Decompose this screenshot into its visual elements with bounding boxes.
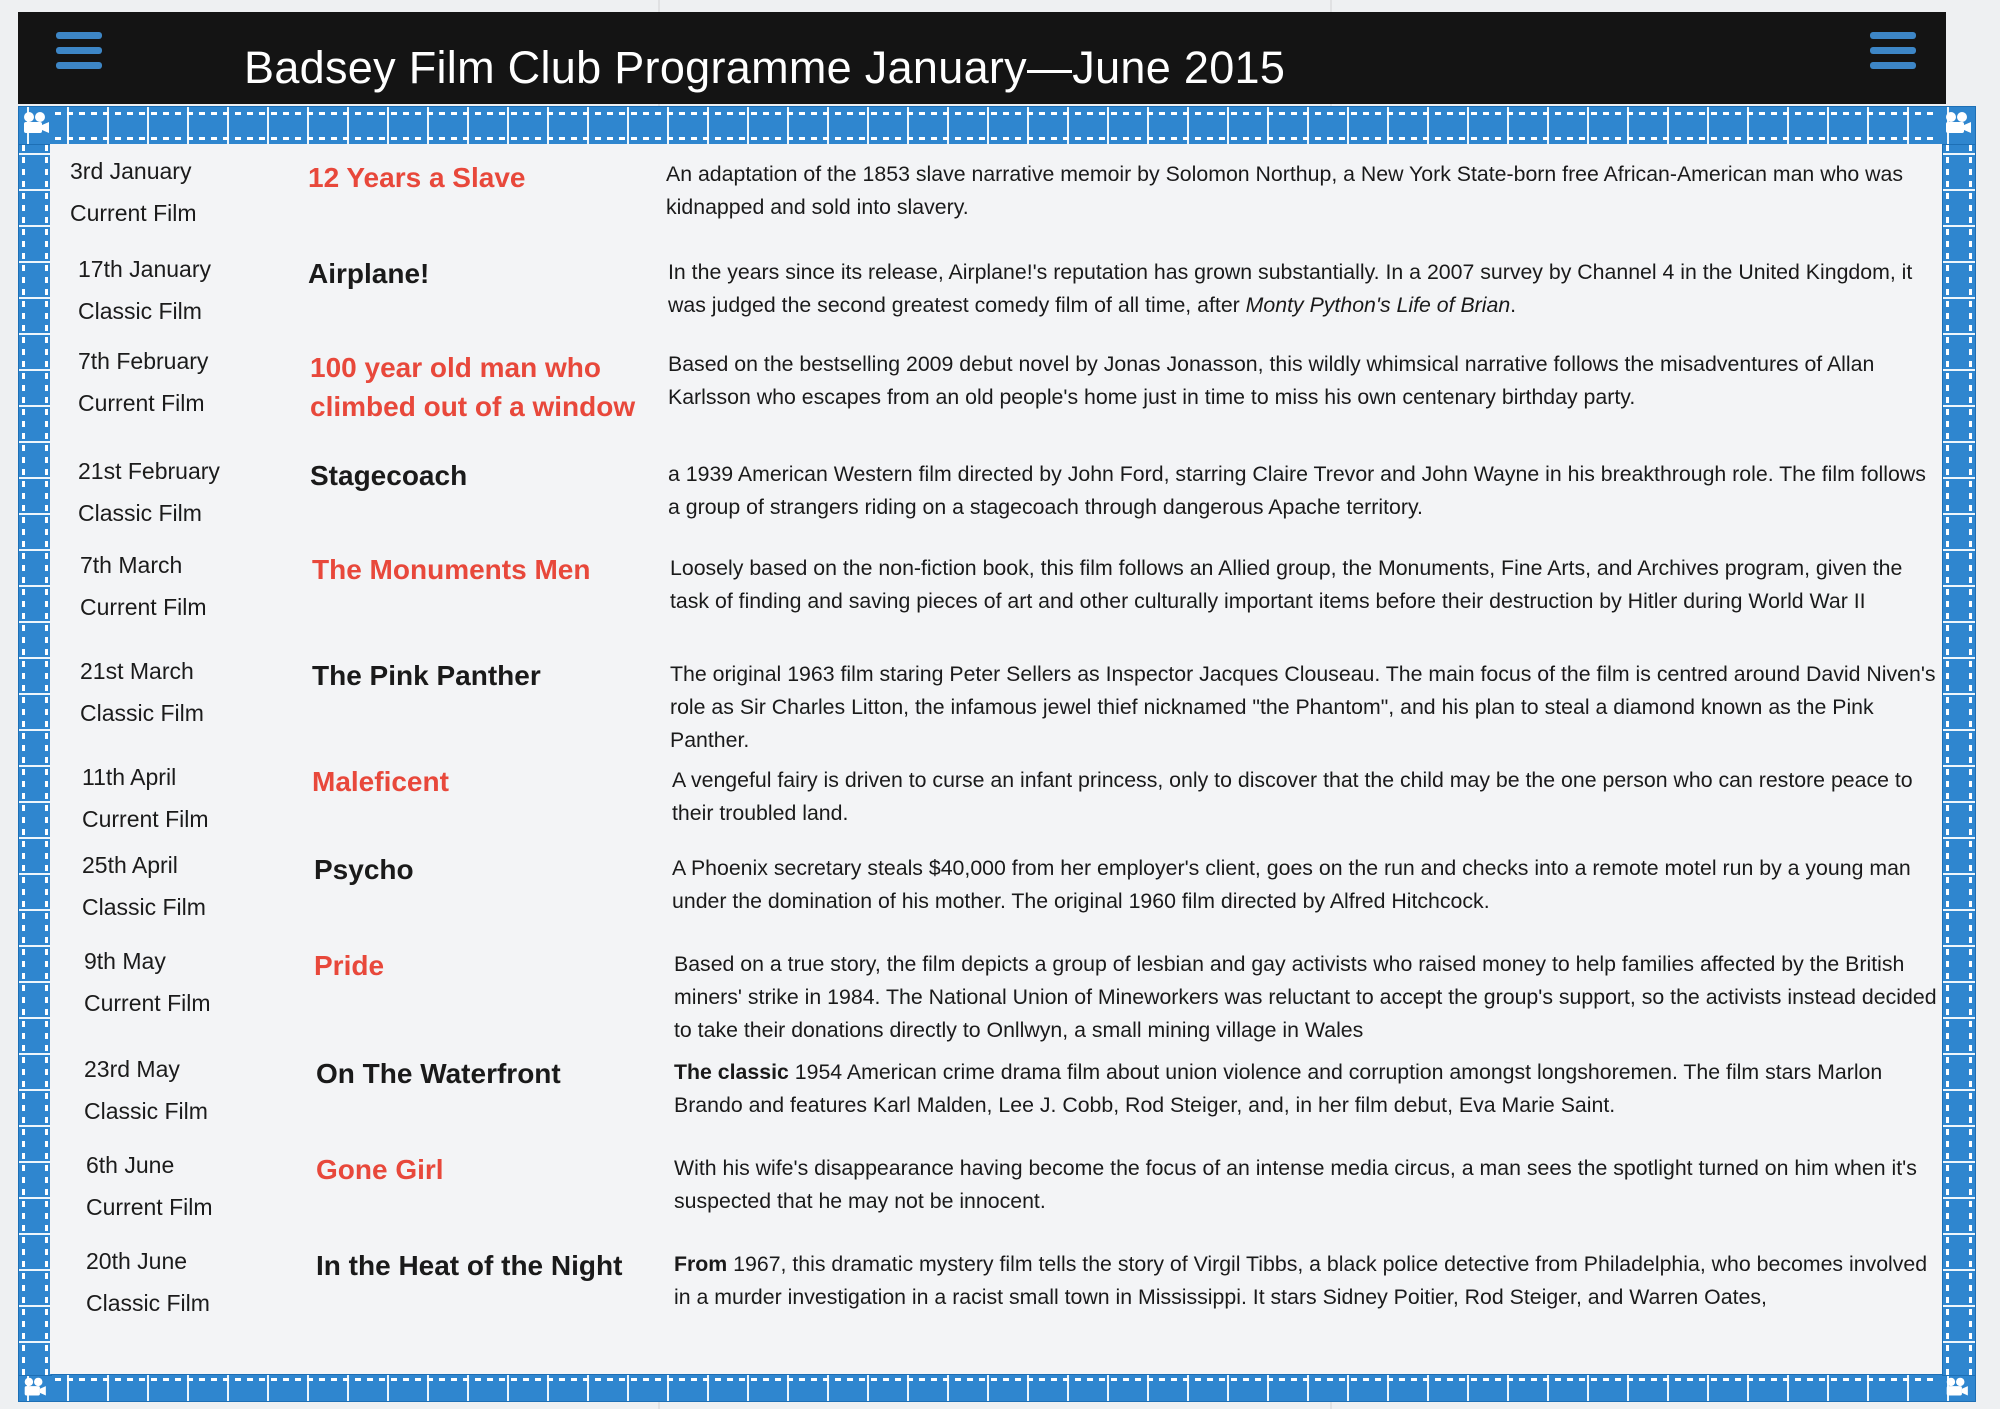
film-strip-right (1942, 144, 1976, 1376)
film-description: A Phoenix secretary steals $40,000 from her employer's client, goes on the run and checks into a remote motel run by a young man under the domination of his mother. The original 1960 film directed by Alfred Hitchcock. (672, 856, 1911, 913)
film-description: Loosely based on the non-fiction book, this film follows an Allied group, the Monuments, Fine Arts, and Archives program, given the task of finding and saving pieces of art and other culturally important items before their destruction by Hitler during World War II (670, 556, 1903, 613)
film-title: The Pink Panther (312, 660, 541, 691)
film-title: Psycho (314, 854, 414, 885)
film-description: The classic 1954 American crime drama film about union violence and corruption amongst longshoremen. The film stars Marlon Brando and features Karl Malden, Lee J. Cobb, Rod Steiger, and, in her film debut, Eva Marie Saint. (674, 1060, 1883, 1117)
film-kind: Current Film (70, 200, 197, 226)
menu-icon (1870, 32, 1916, 76)
film-title: Maleficent (312, 766, 449, 797)
film-description: A vengeful fairy is driven to curse an infant princess, only to discover that the child may be the one person who can restore peace to their troubled land. (672, 768, 1913, 825)
film-kind: Current Film (86, 1194, 213, 1220)
film-kind: Classic Film (78, 298, 202, 324)
film-kind: Current Film (84, 990, 211, 1016)
film-description: With his wife's disappearance having become the focus of an intense media circus, a man sees the spotlight turned on him when it's suspected that he may not be innocent. (674, 1156, 1917, 1213)
film-date: 7th March (80, 552, 183, 578)
film-title-line: 100 year old man who (310, 352, 601, 383)
film-title: 12 Years a Slave (308, 162, 526, 193)
film-date: 21st March (80, 658, 194, 684)
film-date: 3rd January (70, 158, 192, 184)
film-description: In the years since its release, Airplane!'s reputation has grown substantially. In a 2007 survey by Channel 4 in the United Kingdom, it was judged the second greatest comedy film of all time, after Monty Python's Life of Brian. (668, 260, 1913, 317)
film-description: The original 1963 film staring Peter Sellers as Inspector Jacques Clouseau. The main focus of the film is centred around David Niven's role as Sir Charles Litton, the infamous jewel thief nicknamed "the Phantom", and his plan to steal a diamond known as the Pink Panther. (670, 662, 1936, 752)
film-kind: Classic Film (78, 500, 202, 526)
header-bar (18, 12, 1946, 104)
film-description: Based on the bestselling 2009 debut novel by Jonas Jonasson, this wildly whimsical narrative follows the misadventures of Allan Karlsson who escapes from an old people's home just in time to miss his own centenary birthday party. (668, 352, 1875, 409)
film-title: Stagecoach (310, 460, 468, 491)
film-date: 11th April (82, 764, 177, 790)
programme-table (50, 144, 1942, 1374)
film-strip-top (18, 106, 1976, 146)
film-camera-icon (20, 110, 50, 136)
film-date: 17th January (78, 256, 211, 282)
film-title: The Monuments Men (312, 554, 591, 585)
film-strip-left (18, 144, 52, 1376)
film-date: 25th April (82, 852, 178, 878)
film-kind: Classic Film (84, 1098, 208, 1124)
film-title: In the Heat of the Night (316, 1250, 623, 1281)
film-date: 23rd May (84, 1056, 180, 1082)
film-date: 6th June (86, 1152, 175, 1178)
film-title: Pride (314, 950, 385, 981)
film-kind: Current Film (82, 806, 209, 832)
film-kind: Classic Film (86, 1290, 210, 1316)
film-title (310, 348, 635, 426)
film-kind: Classic Film (82, 894, 206, 920)
film-description: Based on a true story, the film depicts a group of lesbian and gay activists who raised money to help families affected by the British miners' strike in 1984. The National Union of Mineworkers was reluctant to accept the group's support, so the activists instead decided to take their donations directly to Onllwyn, a small mining village in Wales (674, 952, 1937, 1042)
film-title: Gone Girl (316, 1154, 444, 1185)
film-description: a 1939 American Western film directed by John Ford, starring Claire Trevor and John Wayne in his breakthrough role. The film follows a group of strangers riding on a stagecoach through dangerous Apache territory. (668, 462, 1926, 519)
film-kind: Current Film (78, 390, 205, 416)
film-kind: Classic Film (80, 700, 204, 726)
film-date: 20th June (86, 1248, 188, 1274)
film-description: An adaptation of the 1853 slave narrative memoir by Solomon Northup, a New York State-born free African-American man who was kidnapped and sold into slavery. (666, 162, 1904, 219)
film-camera-icon (1942, 110, 1972, 136)
film-title: Airplane! (308, 258, 430, 289)
film-date: 7th February (78, 348, 209, 374)
film-date: 21st February (78, 458, 220, 484)
film-strip-bottom (18, 1374, 1976, 1402)
page-title: Badsey Film Club Programme January—June 2015 (244, 42, 1286, 93)
menu-icon (56, 32, 102, 76)
film-kind: Current Film (80, 594, 207, 620)
film-title: On The Waterfront (316, 1058, 561, 1089)
film-title-line: climbed out of a window (310, 391, 636, 422)
film-camera-icon (1942, 1376, 1970, 1398)
film-description: From 1967, this dramatic mystery film tells the story of Virgil Tibbs, a black police detective from Philadelphia, who becomes involved in a murder investigation in a racist small town in Mississippi. It stars Sidney Poitier, Rod Steiger, and Warren Oates, (674, 1252, 1928, 1309)
film-date: 9th May (84, 948, 166, 974)
film-camera-icon (20, 1376, 48, 1398)
